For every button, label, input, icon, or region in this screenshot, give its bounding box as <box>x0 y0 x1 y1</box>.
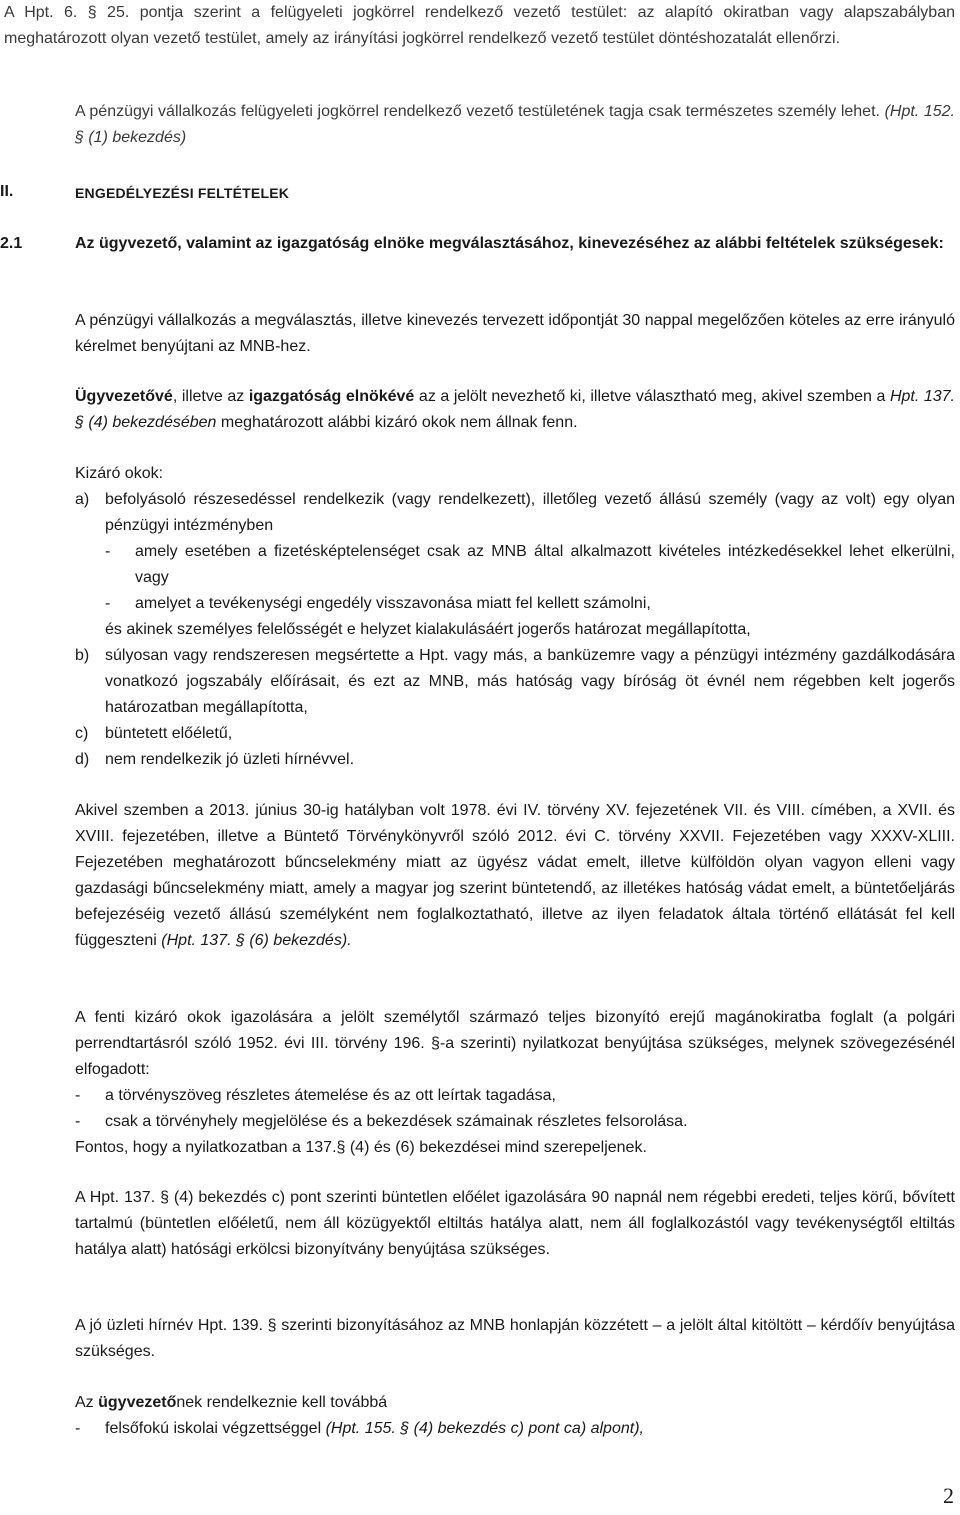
responsibility-line <box>105 617 955 643</box>
dash-item-1 <box>105 539 955 591</box>
text-segment: meghatározott alábbi kizáró okok nem állnak fenn. <box>216 414 578 431</box>
dash-text: csak a törvényhely megjelölése és a bekezdések számainak részletes felsorolása. <box>105 1113 688 1130</box>
italic-citation: (Hpt. 137. § (6) bekezdés). <box>161 932 352 949</box>
paragraph-declaration-text: A fenti kizáró okok igazolására a jelölt személytől származó teljes bizonyító erejű magánokiratba foglalt (a polgári perrendtartásról szóló 1952. évi III. törvény 196. §-a szerinti) nyilatkozat benyújtása szükséges, melynek szövegezésénél elfogadott: <box>75 1009 955 1078</box>
bold-ugyvezeto: ügyvezető <box>98 1394 177 1411</box>
list-item-b <box>75 643 955 721</box>
subsection-number: 2.1 <box>0 235 23 252</box>
kizaro-okok-title <box>75 461 955 487</box>
paragraph-requirements <box>75 1390 955 1416</box>
declaration-dash-1 <box>75 1083 955 1109</box>
list-item-c <box>75 721 955 747</box>
intro-text-2: A pénzügyi vállalkozás felügyeleti jogkörrel rendelkező vezető testületének tagja csak természetes személy lehet. <box>75 103 885 120</box>
intro-paragraph-1 <box>4 0 955 52</box>
declaration-note-text: Fontos, hogy a nyilatkozatban a 137.§ (4) és (6) bekezdései mind szerepeljenek. <box>75 1139 647 1156</box>
intro-citation: (Hpt. 152. § (1) bekezdés) <box>75 103 955 146</box>
dash-label: - <box>105 595 111 612</box>
paragraph-eligibility <box>75 384 955 436</box>
dash-label: - <box>75 1420 81 1437</box>
paragraph-reputation <box>75 1313 955 1365</box>
list-label: b) <box>75 647 90 664</box>
list-label: c) <box>75 725 89 742</box>
list-item-a <box>75 487 955 539</box>
dash-item-2 <box>105 591 955 617</box>
paragraph-deadline-text: A pénzügyi vállalkozás a megválasztás, illetve kinevezés tervezett időpontját 30 nappal megelőzően köteles az erre irányuló kérelmet benyújtani az MNB-hez. <box>75 312 955 355</box>
section-title: ENGEDÉLYEZÉSI FELTÉTELEK <box>75 185 290 201</box>
dash-label: - <box>75 1113 81 1130</box>
subsection-title-text: Az ügyvezető, valamint az igazgatóság elnöke megválasztásához, kinevezéséhez az alábbi feltételek szükségesek: <box>75 235 944 252</box>
page-number: 2 <box>943 1483 954 1508</box>
italic-citation: Hpt. 137. § (4) bekezdésében <box>75 388 955 431</box>
dash-label: - <box>75 1087 81 1104</box>
list-label: d) <box>75 751 90 768</box>
paragraph-certificate <box>75 1185 955 1263</box>
text-segment: nek rendelkeznie kell továbbá <box>176 1394 388 1411</box>
declaration-note <box>75 1135 955 1161</box>
bold-igazgatosag-elnoke: igazgatóság elnökévé <box>248 388 415 405</box>
bold-ugyvezetove: Ügyvezetővé <box>75 388 173 405</box>
subsection-title <box>75 231 955 257</box>
paragraph-criminal-text: Akivel szemben a 2013. június 30-ig hatályban volt 1978. évi IV. törvény XV. fejezetének VII. és VIII. címében, a XVII. és XVIII. fejezetében, illetve a Büntető Törvénykönyvről szóló 2012. évi C. törvény XXVII. Fejezetében vagy XXXV-XLIII. Fejezetében meghatározott bűncselekmény miatt az ügyész vádat emelt, illetve külföldön olyan vagyon elleni vagy gazdasági bűncselekmény miatt, amely a magyar jog szerint büntetendő, az illetékes hatóság vádat emelt, a büntetőeljárás befejezéséig vezető állású személyként nem foglalkoztatható, illetve az ilyen feladatok általa történő ellátását fel kell függeszteni <box>75 802 955 949</box>
list-text: büntetett előéletű, <box>105 725 233 742</box>
dash-text: amelyet a tevékenységi engedély visszavonása miatt fel kellett számolni, <box>135 595 651 612</box>
intro-text-1: A Hpt. 6. § 25. pontja szerint a felügyeleti jogkörrel rendelkező vezető testület: az alapító okiratban vagy alapszabályban meghatározott olyan vezető testület, amely az irányítási jogkörrel rendelkező vezető testület döntéshozatalát ellenőrzi. <box>4 4 955 47</box>
dash-text: amely esetében a fizetésképtelenséget csak az MNB által alkalmazott kivételes intézkedésekkel lehet elkerülni, vagy <box>135 543 955 586</box>
text-segment: Az <box>75 1394 99 1411</box>
dash-label: - <box>105 543 111 560</box>
dash-text: a törvényszöveg részletes átemelése és az ott leírtak tagadása, <box>105 1087 556 1104</box>
responsibility-text: és akinek személyes felelősségét e helyzet kialakulásáért jogerős határozat megállapította, <box>105 621 751 638</box>
text-segment: , illetve az <box>172 388 249 405</box>
list-text: befolyásoló részesedéssel rendelkezik (vagy rendelkezett), illetőleg vezető állású személy (vagy az volt) egy olyan pénzügyi intézményben <box>105 491 955 534</box>
text-segment: felsőfokú iskolai végzettséggel <box>105 1420 326 1437</box>
text-segment: az a jelölt nevezhető ki, illetve választható meg, akivel szemben a <box>414 388 890 405</box>
kizaro-okok-label: Kizáró okok: <box>75 465 164 482</box>
list-item-d <box>75 747 955 773</box>
paragraph-deadline <box>75 308 955 360</box>
paragraph-reputation-text: A jó üzleti hírnév Hpt. 139. § szerinti bizonyításához az MNB honlapján közzétett – a jelölt által kitöltött – kérdőív benyújtása szükséges. <box>75 1317 955 1360</box>
paragraph-certificate-text: A Hpt. 137. § (4) bekezdés c) pont szerinti büntetlen előélet igazolására 90 napnál nem régebbi eredeti, teljes körű, bővített tartalmú (büntetlen előéletű, nem áll közügyektől eltiltás hatálya alatt, nem áll foglalkozástól vagy tevékenységtől eltiltás hatálya alatt) hatósági erkölcsi bizonyítvány benyújtása szükséges. <box>75 1189 955 1258</box>
italic-citation: (Hpt. 155. § (4) bekezdés c) pont ca) alpont), <box>325 1420 644 1437</box>
list-label: a) <box>75 491 90 508</box>
intro-paragraph-2 <box>75 99 955 151</box>
declaration-dash-2 <box>75 1109 955 1135</box>
paragraph-criminal <box>75 798 955 954</box>
paragraph-declaration <box>75 1005 955 1083</box>
list-text: súlyosan vagy rendszeresen megsértette a Hpt. vagy más, a banküzemre vagy a pénzügyi intézmény gazdálkodására vonatkozó jogszabály előírásait, és ezt az MNB, más hatóság vagy bíróság öt évnél nem régebben kelt jogerős határozatban megállapította, <box>105 647 955 716</box>
dash-text <box>105 1416 955 1442</box>
requirement-dash-1 <box>75 1416 955 1442</box>
list-text: nem rendelkezik jó üzleti hírnévvel. <box>105 751 355 768</box>
section-roman-numeral: II. <box>0 183 14 200</box>
